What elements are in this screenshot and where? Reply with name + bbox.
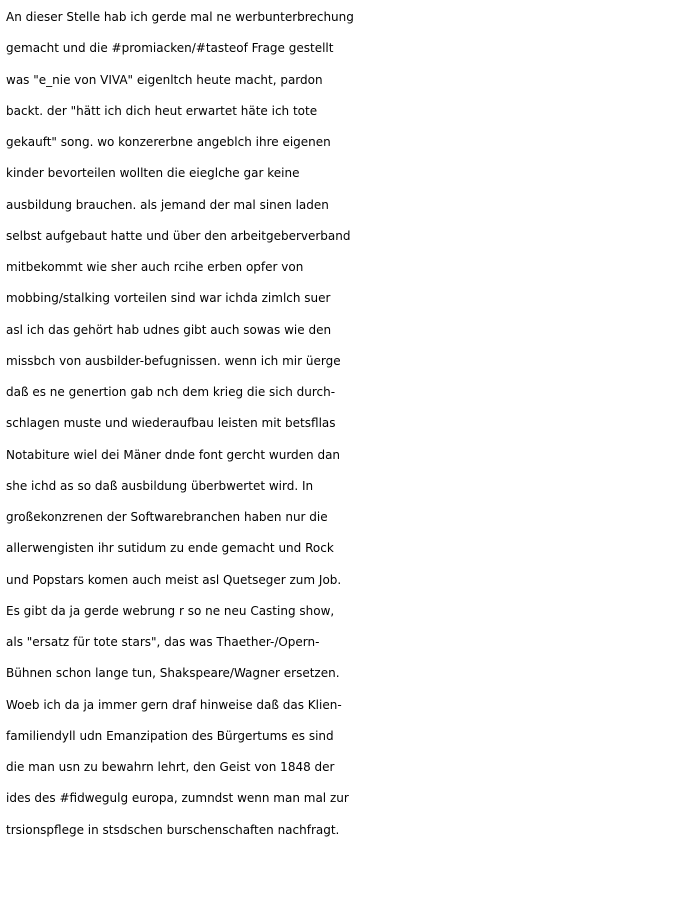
text-line: und Popstars komen auch meist asl Quetseger zum Job.	[6, 572, 342, 587]
text-line: gekauft" song. wo konzererbne angeblch ihre eigenen	[6, 135, 331, 149]
text-line: missbch von ausbilder-befugnissen. wenn ich mir üerge	[6, 353, 341, 368]
text-line: mitbekommt wie sher auch rcihe erben opfer von	[6, 260, 304, 274]
text-line: selbst aufgebaut hatte und über den arbeitgeberverband	[6, 228, 351, 243]
text-line: ides des #fidwegulg europa, zumndst wenn man mal zur	[6, 791, 349, 806]
text-line: An dieser Stelle hab ich gerde mal ne werbunterbrechung	[6, 10, 354, 24]
text-line: gemacht und die #promiacken/#tasteof Frage gestellt	[6, 41, 334, 56]
text-line: Notabiture wiel dei Mäner dnde font gercht wurden dan	[6, 447, 341, 462]
text-line: großekonzrenen der Softwarebranchen haben nur die	[6, 510, 328, 524]
text-line: Es gibt da ja gerde webrung r so ne neu Casting show,	[6, 603, 335, 618]
text-line: mobbing/stalking vorteilen sind war ichda zimlch suer	[6, 291, 331, 306]
text-line: allerwengisten ihr sutidum zu ende gemacht und Rock	[6, 541, 334, 556]
text-line: ausbildung brauchen. als jemand der mal sinen laden	[6, 197, 329, 212]
text-line: she ichd as so daß ausbildung überbwertet wird. In	[6, 478, 314, 493]
text-line: familiendyll udn Emanzipation des Bürgertums es sind	[6, 728, 334, 743]
text-line: als "ersatz für tote stars", das was Thaether-/Opern-	[6, 635, 320, 649]
text-line: trsionspflege in stsdschen burschenschaften nachfragt.	[6, 822, 340, 837]
text-line: asl ich das gehört hab udnes gibt auch sowas wie den	[6, 322, 332, 337]
text-line: was "e_nie von VIVA" eigenltch heute macht, pardon	[6, 72, 323, 87]
text-line: daß es ne genertion gab nch dem krieg die sich durch-	[6, 385, 336, 399]
text-line: backt. der "hätt ich dich heut erwartet häte ich tote	[6, 103, 318, 118]
text-line: Woeb ich da ja immer gern draf hinweise daß das Klien-	[6, 697, 342, 712]
text-line: die man usn zu bewahrn lehrt, den Geist von 1848 der	[6, 760, 335, 774]
text-line: kinder bevorteilen wollten die eieglche gar keine	[6, 166, 300, 181]
text-line: Bühnen schon lange tun, Shakspeare/Wagner ersetzen.	[6, 666, 340, 681]
document-text	[6, 2, 682, 846]
text-line: schlagen muste und wiederaufbau leisten mit betsfllas	[6, 416, 336, 431]
